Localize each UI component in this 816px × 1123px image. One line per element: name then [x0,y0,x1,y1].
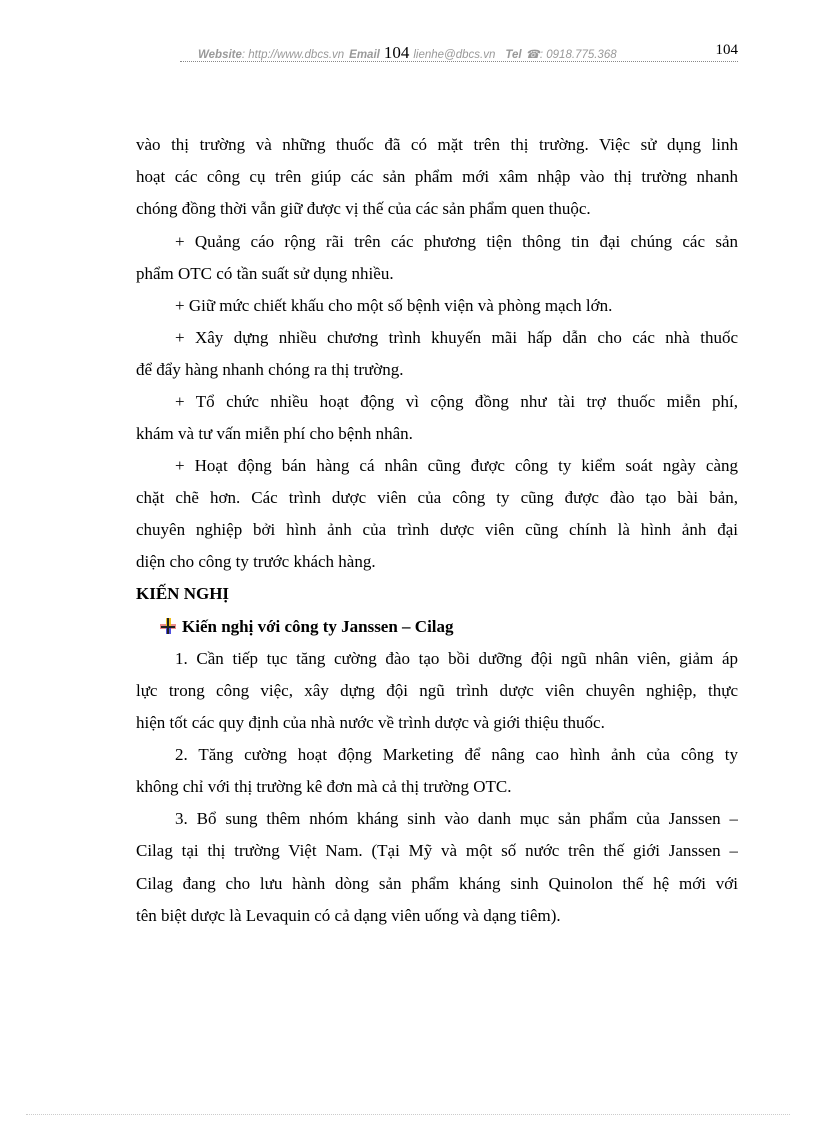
bullet-line: + Hoạt động bán hàng cá nhân cũng được công ty kiểm soát ngày càng [175,456,738,475]
page-header [180,41,738,62]
body-line: không chỉ với thị trường kê đơn mà cả thị trường OTC. [136,777,512,796]
body-line: hiện tốt các quy định của nhà nước về trình dược và giới thiệu thuốc. [136,713,605,732]
page-bottom-border [26,1114,790,1115]
tel-value: : 0918.775.368 [539,49,617,61]
body-line: phẩm OTC có tần suất sử dụng nhiều. [136,264,394,283]
body-line: Cilag tại thị trường Việt Nam. (Tại Mỹ và một số nước trên thế giới Janssen – [136,841,738,860]
body-line: Cilag đang cho lưu hành dòng sản phẩm kháng sinh Quinolon thế hệ mới với [136,874,738,893]
email-label: Email [349,49,380,61]
body-line: 1. Cần tiếp tục tăng cường đào tạo bồi dưỡng đội ngũ nhân viên, giảm áp [175,649,738,668]
email-link[interactable]: lienhe@dbcs.vn [413,49,496,61]
website-label: Website [198,49,242,61]
header-contact [198,43,617,63]
page-number: 104 [715,42,738,58]
bullet-plus-icon [160,618,176,634]
subsection-heading-text: Kiến nghị với công ty Janssen – Cilag [182,617,454,636]
bullet-line: + Tổ chức nhiều hoạt động vì cộng đồng như tài trợ thuốc miễn phí, [175,392,738,411]
phone-icon: ☎ [525,49,540,61]
body-line: tên biệt dược là Levaquin có cả dạng viên uống và dạng tiêm). [136,906,561,925]
page-number-overlay: 104 [383,43,410,62]
bullet-line: + Xây dựng nhiều chương trình khuyến mãi hấp dẫn cho các nhà thuốc [175,328,738,347]
body-line: chóng đồng thời vẫn giữ được vị thế của các sản phẩm quen thuộc. [136,199,591,218]
section-heading: KIẾN NGHỊ [136,584,230,603]
body-line: diện cho công ty trước khách hàng. [136,552,376,571]
body-line: chuyên nghiệp bởi hình ảnh của trình dược viên cũng chính là hình ảnh đại [136,520,738,539]
body-line: 2. Tăng cường hoạt động Marketing để nâng cao hình ảnh của công ty [175,745,738,764]
body-line: khám và tư vấn miễn phí cho bệnh nhân. [136,424,413,443]
body-line: 3. Bổ sung thêm nhóm kháng sinh vào danh mục sản phẩm của Janssen – [175,809,738,828]
subsection-heading [160,617,738,637]
body-line: vào thị trường và những thuốc đã có mặt trên thị trường. Việc sử dụng linh [136,135,738,154]
body-line: để đẩy hàng nhanh chóng ra thị trường. [136,360,404,379]
body-line: hoạt các công cụ trên giúp các sản phẩm mới xâm nhập vào thị trường nhanh [136,167,738,186]
bullet-line: + Giữ mức chiết khấu cho một số bệnh viện và phòng mạch lớn. [175,296,613,315]
body-line: chặt chẽ hơn. Các trình dược viên của công ty cũng được đào tạo bài bản, [136,488,738,507]
body-line: lực trong công việc, xây dựng đội ngũ trình dược viên chuyên nghiệp, thực [136,681,738,700]
bullet-line: + Quảng cáo rộng rãi trên các phương tiện thông tin đại chúng các sản [175,232,738,251]
tel-label: Tel [505,49,522,61]
website-link[interactable]: : http://www.dbcs.vn [241,49,345,61]
